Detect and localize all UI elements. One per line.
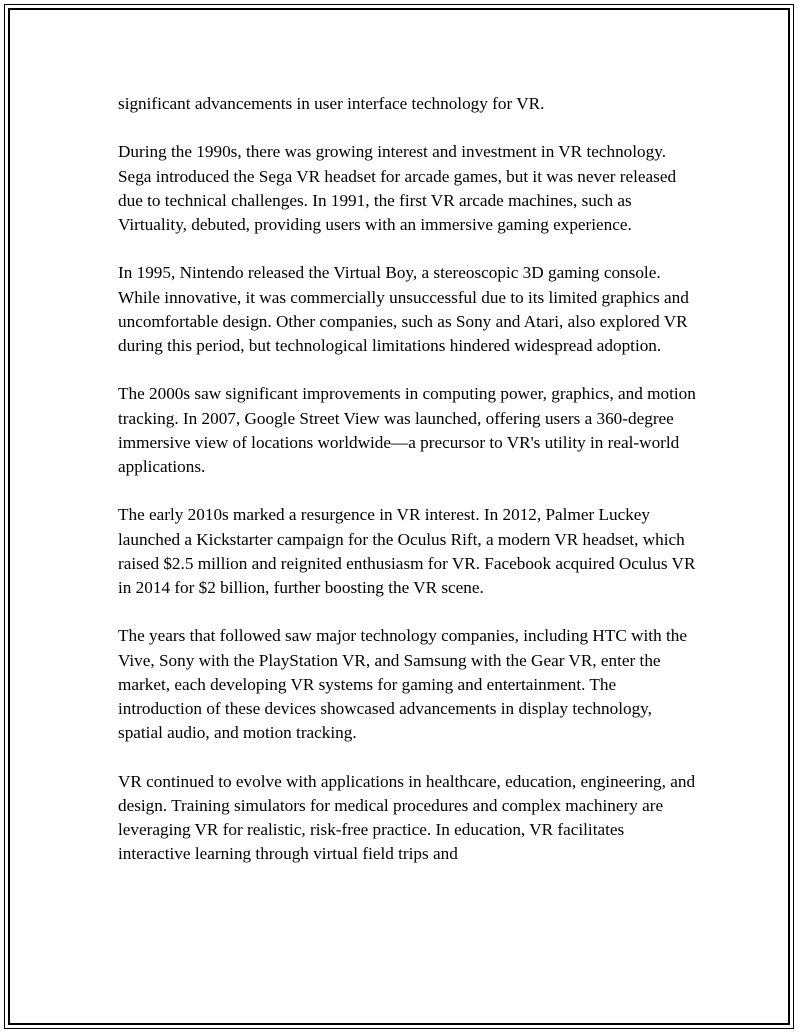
paragraph-7: VR continued to evolve with applications in healthcare, education, engineering, and design. Training simulators for medical procedures and complex machinery are leveraging VR for realistic, risk-free practice. In education, VR facilitates interactive learning through virtual field trips and (118, 771, 696, 864)
paragraph-1: significant advancements in user interface technology for VR. (118, 94, 545, 113)
paragraph-6: The years that followed saw major technology companies, including HTC with the Vive, Sony with the PlayStation VR, and Samsung with the Gear VR, enter the market, each developing VR systems for gaming and entertainment. The introduction of these devices showcased advancements in display technology, spatial audio, and motion tracking. (118, 626, 687, 743)
paragraph-2: During the 1990s, there was growing interest and investment in VR technology. Sega introduced the Sega VR headset for arcade games, but it was never released due to technical challenges. In 1991, the first VR arcade machines, such as Virtuality, debuted, providing users with an immersive gaming experience. (118, 142, 677, 234)
paragraph-3: In 1995, Nintendo released the Virtual Boy, a stereoscopic 3D gaming console. While innovative, it was commercially unsuccessful due to its limited graphics and uncomfortable design. Other companies, such as Sony and Atari, also explored VR during this period, but technological limitations hindered widespread adoption. (118, 263, 689, 355)
document-body (118, 92, 698, 891)
paragraph-4: The 2000s saw significant improvements in computing power, graphics, and motion tracking. In 2007, Google Street View was launched, offering users a 360-degree immersive view of locations worldwide—a precursor to VR's utility in real-world applications. (118, 384, 696, 476)
paragraph-5: The early 2010s marked a resurgence in VR interest. In 2012, Palmer Luckey launched a Kickstarter campaign for the Oculus Rift, a modern VR headset, which raised $2.5 million and reignited enthusiasm for VR. Facebook acquired Oculus VR in 2014 for $2 billion, further boosting the VR scene. (118, 505, 696, 597)
